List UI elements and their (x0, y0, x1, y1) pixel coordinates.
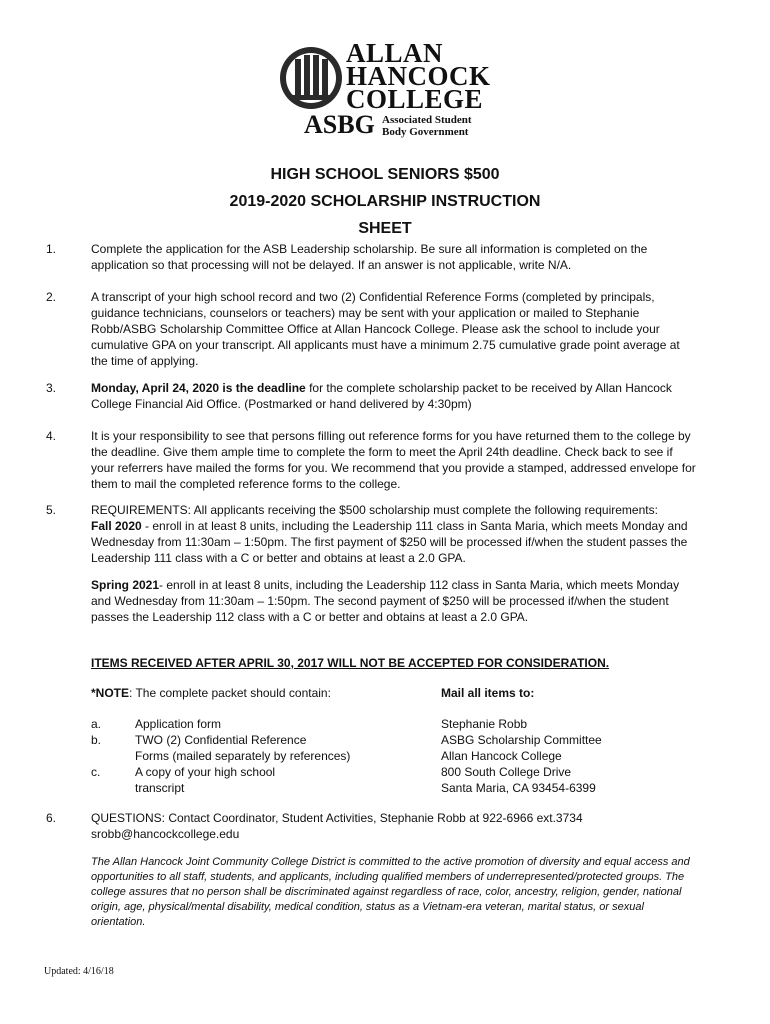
mail-label: Mail all items to: (441, 686, 535, 700)
item-1-line: application so that processing will not be delayed. If an answer is not applicable, write N/A. (91, 258, 572, 272)
item-4-text (91, 428, 731, 492)
deadline-text: Monday, April 24, 2020 is the deadline (91, 381, 306, 395)
disclaimer-line: college assures that no person shall be discriminated against regardless of race, color, ancestry, religion, gender, national (91, 886, 682, 898)
item-5-line: Wednesday from 11:30am – 1:50pm. The first payment of $250 will be processed if/when the student passes the (91, 535, 688, 549)
disclaimer-line: opportunities to all staff, students, and applicants, including qualified members of underrepresented/protected groups. The (91, 871, 685, 883)
fall-text: - enroll in at least 8 units, including the Leadership 111 class in Santa Maria, which meets Monday and (141, 519, 688, 533)
nondiscrimination-statement (91, 855, 731, 930)
item-5-text (91, 502, 731, 566)
college-logo (278, 40, 498, 140)
list-item-a: Application form (135, 717, 222, 731)
spring-label: Spring 2021 (91, 578, 160, 592)
item-5-line (91, 518, 731, 534)
disclaimer-line: orientation. (91, 916, 146, 928)
item-5-spring (91, 577, 731, 625)
item-5-line: Leadership 111 class with a C or better and obtains at least a 2.0 GPA. (91, 551, 466, 565)
item-6-text (91, 810, 731, 842)
list-item-b (135, 732, 350, 764)
logo-asbg: ASBG (304, 110, 375, 139)
item-number-1: 1. (46, 242, 57, 256)
list-item-b-line: TWO (2) Confidential Reference (135, 733, 307, 747)
note-line (91, 685, 331, 701)
logo-line-allan: ALLAN (346, 38, 444, 68)
item-5-line: passes the Leadership 112 class with a C or better and obtains at least a 2.0 GPA. (91, 610, 529, 624)
college-emblem-icon (278, 45, 344, 111)
disclaimer-line: The Allan Hancock Joint Community College District is committed to the active promotion of diversity and equal access and (91, 856, 690, 868)
list-marker-c: c. (91, 765, 101, 779)
mailing-address (441, 716, 602, 796)
item-3-line-rest: for the complete scholarship packet to be received by Allan Hancock (305, 381, 672, 395)
logo-asbg-subtitle (382, 114, 472, 138)
late-items-warning: ITEMS RECEIVED AFTER APRIL 30, 2017 WILL NOT BE ACCEPTED FOR CONSIDERATION. (91, 656, 610, 670)
logo-asbg-sub-line2: Body Government (382, 126, 469, 138)
item-4-line: your referrers have mailed the forms for you. We recommend that you provide a stamped, addressed envelope for (91, 461, 696, 475)
list-item-b-line: Forms (mailed separately by references) (135, 749, 351, 763)
item-5-line (91, 577, 731, 593)
item-number-4: 4. (46, 429, 57, 443)
item-4-line: the deadline. Give them ample time to complete the form to meet the April 24th deadline. Check back to see if (91, 445, 673, 459)
updated-date: Updated: 4/16/18 (44, 966, 114, 977)
list-marker-a: a. (91, 717, 102, 731)
disclaimer-line: origin, age, physical/mental disability, medical condition, status as a Vietnam-era veteran, marital status, or sexual (91, 901, 644, 913)
list-item-c (135, 764, 275, 796)
page-title-line1: HIGH SCHOOL SENIORS $500 (270, 166, 500, 183)
item-number-5: 5. (46, 503, 57, 517)
contact-email: srobb@hancockcollege.edu (91, 827, 240, 841)
item-2-line: Robb/ASBG Scholarship Committee Office at Allan Hancock College. Please ask the school to include your (91, 322, 660, 336)
logo-asbg-sub-line1: Associated Student (382, 114, 472, 126)
item-2-text (91, 289, 731, 369)
item-2-line: cumulative GPA on your transcript. All applicants must have a minimum 2.75 cumulative grade point average at (91, 338, 680, 352)
spring-text: - enroll in at least 8 units, including the Leadership 112 class in Santa Maria, which meets Monday (159, 578, 680, 592)
item-4-line: It is your responsibility to see that persons filling out reference forms for you have returned them to the college by (91, 429, 691, 443)
list-item-c-line: A copy of your high school (135, 765, 276, 779)
address-line: Allan Hancock College (441, 749, 562, 763)
page-title-line3: SHEET (358, 220, 412, 237)
logo-line-hancock: HANCOCK (346, 61, 491, 91)
list-marker-b: b. (91, 733, 102, 747)
item-3-line (91, 380, 731, 396)
item-1-text (91, 241, 731, 273)
fall-label: Fall 2020 (91, 519, 142, 533)
item-4-line: them to mail the completed reference forms to the college. (91, 477, 401, 491)
item-5-line: and Wednesday from 11:30am – 1:50pm. The second payment of $250 will be processed if/when the student (91, 594, 669, 608)
item-number-6: 6. (46, 811, 57, 825)
item-5-line: REQUIREMENTS: All applicants receiving the $500 scholarship must complete the following requirements: (91, 503, 658, 517)
item-2-line: guidance technicians, counselors or teachers) may be sent with your application or mailed to Stephanie (91, 306, 640, 320)
item-number-2: 2. (46, 290, 57, 304)
item-number-3: 3. (46, 381, 57, 395)
item-2-line: A transcript of your high school record and two (2) Confidential Reference Forms (completed by principals, (91, 290, 655, 304)
item-2-line: the time of applying. (91, 354, 199, 368)
list-item-c-line: transcript (135, 781, 185, 795)
item-6-line: QUESTIONS: Contact Coordinator, Student Activities, Stephanie Robb at 922-6966 ext.3734 (91, 811, 583, 825)
item-3-line: College Financial Aid Office. (Postmarked or hand delivered by 4:30pm) (91, 397, 472, 411)
page-title-line2: 2019-2020 SCHOLARSHIP INSTRUCTION (229, 193, 541, 210)
note-label: *NOTE (91, 686, 130, 700)
address-line: ASBG Scholarship Committee (441, 733, 602, 747)
logo-line-college: COLLEGE (346, 84, 484, 114)
address-line: 800 South College Drive (441, 765, 572, 779)
address-line: Santa Maria, CA 93454-6399 (441, 781, 596, 795)
item-1-line: Complete the application for the ASB Leadership scholarship. Be sure all information is completed on the (91, 242, 648, 256)
address-line: Stephanie Robb (441, 717, 528, 731)
item-3-text (91, 380, 731, 412)
note-text: : The complete packet should contain: (129, 686, 331, 700)
